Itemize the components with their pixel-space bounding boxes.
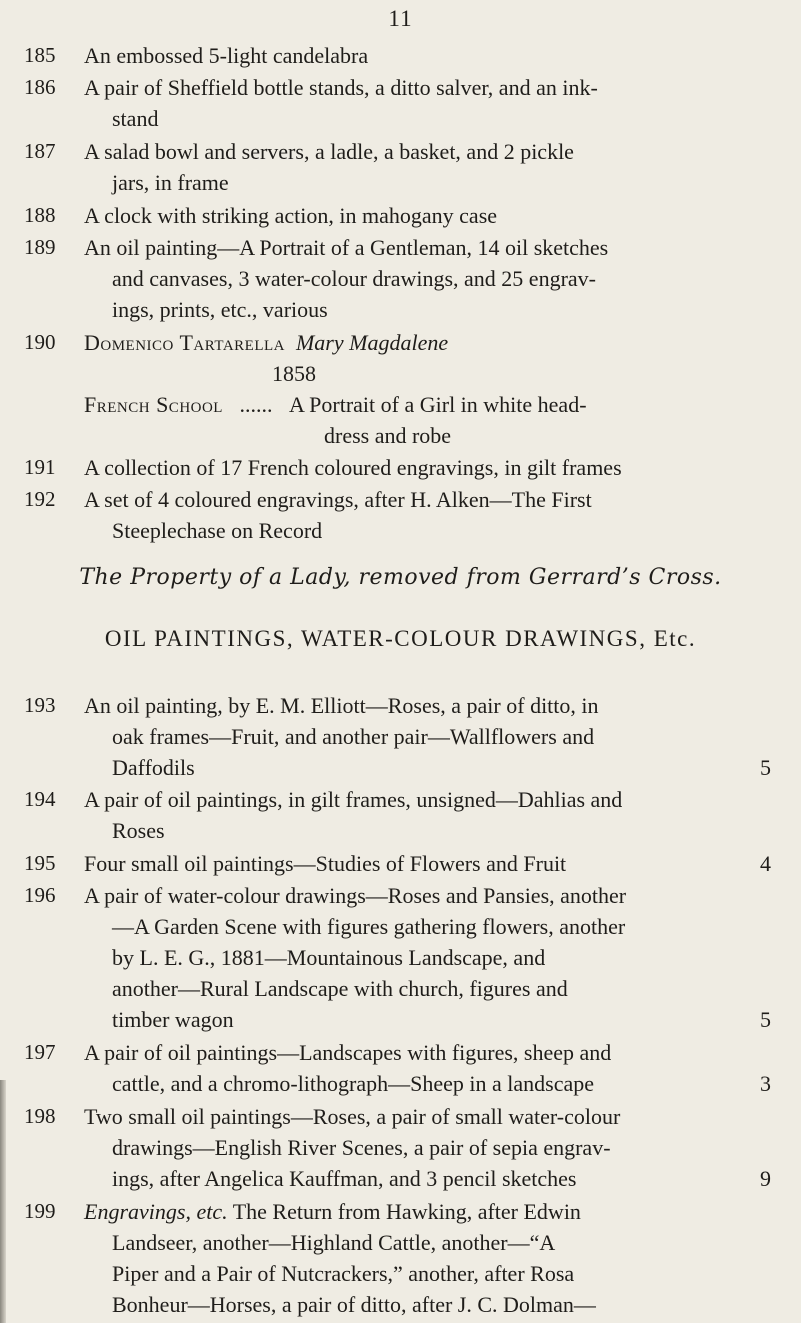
lot-description-cont: cattle, and a chromo-lithograph—Sheep in a landscape: [112, 1071, 594, 1096]
lot-description: A salad bowl and servers, a ladle, a basket, and 2 pickle: [84, 139, 574, 164]
item-count: 5: [760, 1007, 771, 1032]
leader-dots: ......: [239, 392, 273, 417]
lot-description-cont: ings, after Angelica Kauffman, and 3 pencil sketches: [112, 1166, 577, 1191]
artist-name: French School: [84, 392, 223, 417]
lot-description-cont: ings, prints, etc., various: [112, 297, 328, 322]
lot-description: A pair of Sheffield bottle stands, a ditto salver, and an ink-: [84, 75, 598, 100]
item-count: 3: [760, 1071, 771, 1096]
lot-number: 198: [24, 1104, 56, 1128]
lot-description-cont: Piper and a Pair of Nutcrackers,” another, after Rosa: [112, 1261, 575, 1286]
lot-number: 197: [24, 1040, 56, 1064]
lot-number: 199: [24, 1199, 56, 1223]
lot-description: Two small oil paintings—Roses, a pair of small water-colour: [84, 1104, 621, 1129]
lot-description: Four small oil paintings—Studies of Flowers and Fruit: [84, 851, 567, 876]
lot-description-cont: jars, in frame: [112, 170, 229, 195]
provenance-text: The Property of a Lady, removed from Gerrard’s Cross.: [79, 565, 722, 590]
artwork-year: 1858: [272, 361, 316, 386]
lot-number: 193: [24, 693, 56, 717]
lot-number: 192: [24, 487, 56, 511]
lot-description: An oil painting, by E. M. Elliott—Roses, a pair of ditto, in: [84, 693, 599, 718]
lot-description-cont: Daffodils: [112, 755, 195, 780]
item-count: 9: [760, 1166, 771, 1191]
lot-description-cont: Landseer, another—Highland Cattle, another—“A: [112, 1230, 556, 1255]
lot-description-cont: Bonheur—Horses, a pair of ditto, after J. C. Dolman—: [112, 1292, 596, 1317]
lot-description-cont: Roses: [112, 818, 165, 843]
lot-number: 191: [24, 455, 56, 479]
lot-description: A clock with striking action, in mahogany case: [84, 203, 498, 228]
lot-description: An embossed 5-light candelabra: [84, 43, 369, 68]
lot-number: 194: [24, 787, 56, 811]
lot-description-cont: and canvases, 3 water-colour drawings, and 25 engrav-: [112, 266, 596, 291]
lot-number: 195: [24, 851, 56, 875]
lot-description-cont: timber wagon: [112, 1007, 234, 1032]
lot-description-cont: by L. E. G., 1881—Mountainous Landscape, and: [112, 945, 546, 970]
lot-description-cont: another—Rural Landscape with church, figures and: [112, 976, 568, 1001]
lot-description: A collection of 17 French coloured engravings, in gilt frames: [84, 455, 622, 480]
lot-number: 188: [24, 203, 56, 227]
lot-number: 186: [24, 75, 56, 99]
artwork-title-cont: dress and robe: [324, 423, 452, 448]
page-number: 11: [388, 6, 413, 31]
lot-description: The Return from Hawking, after Edwin: [227, 1199, 581, 1224]
lot-number: 189: [24, 235, 56, 259]
item-count: 5: [760, 755, 771, 780]
lot-description: A pair of oil paintings, in gilt frames, unsigned—Dahlias and: [84, 787, 623, 812]
artist-name: Domenico Tartarella: [84, 330, 285, 355]
lot-description: An oil painting—A Portrait of a Gentleman, 14 oil sketches: [84, 235, 609, 260]
lot-lead: Engravings, etc.: [84, 1199, 228, 1224]
lot-number: 196: [24, 883, 56, 907]
lot-description: A pair of oil paintings—Landscapes with figures, sheep and: [84, 1040, 612, 1065]
artwork-title: A Portrait of a Girl in white head-: [288, 392, 587, 417]
item-count: 4: [760, 851, 771, 876]
lot-description-cont: oak frames—Fruit, and another pair—Wallflowers and: [112, 724, 595, 749]
lot-description-cont: stand: [112, 106, 159, 131]
lot-description: A pair of water-colour drawings—Roses and Pansies, another: [84, 883, 627, 908]
artwork-title: Mary Magdalene: [295, 330, 449, 355]
lot-number: 185: [24, 43, 56, 67]
lot-description-cont: Steeplechase on Record: [112, 518, 323, 543]
provenance-note: [0, 564, 801, 590]
lot-description: A set of 4 coloured engravings, after H. Alken—The First: [84, 487, 592, 512]
section-heading: OIL PAINTINGS, WATER-COLOUR DRAWINGS, Etc.: [104, 626, 697, 651]
lot-number: 187: [24, 139, 56, 163]
lot-description-cont: drawings—English River Scenes, a pair of sepia engrav-: [112, 1135, 611, 1160]
lot-description-cont: —A Garden Scene with figures gathering flowers, another: [112, 914, 626, 939]
page-edge-shadow: [0, 1080, 6, 1323]
lot-number: 190: [24, 330, 56, 354]
